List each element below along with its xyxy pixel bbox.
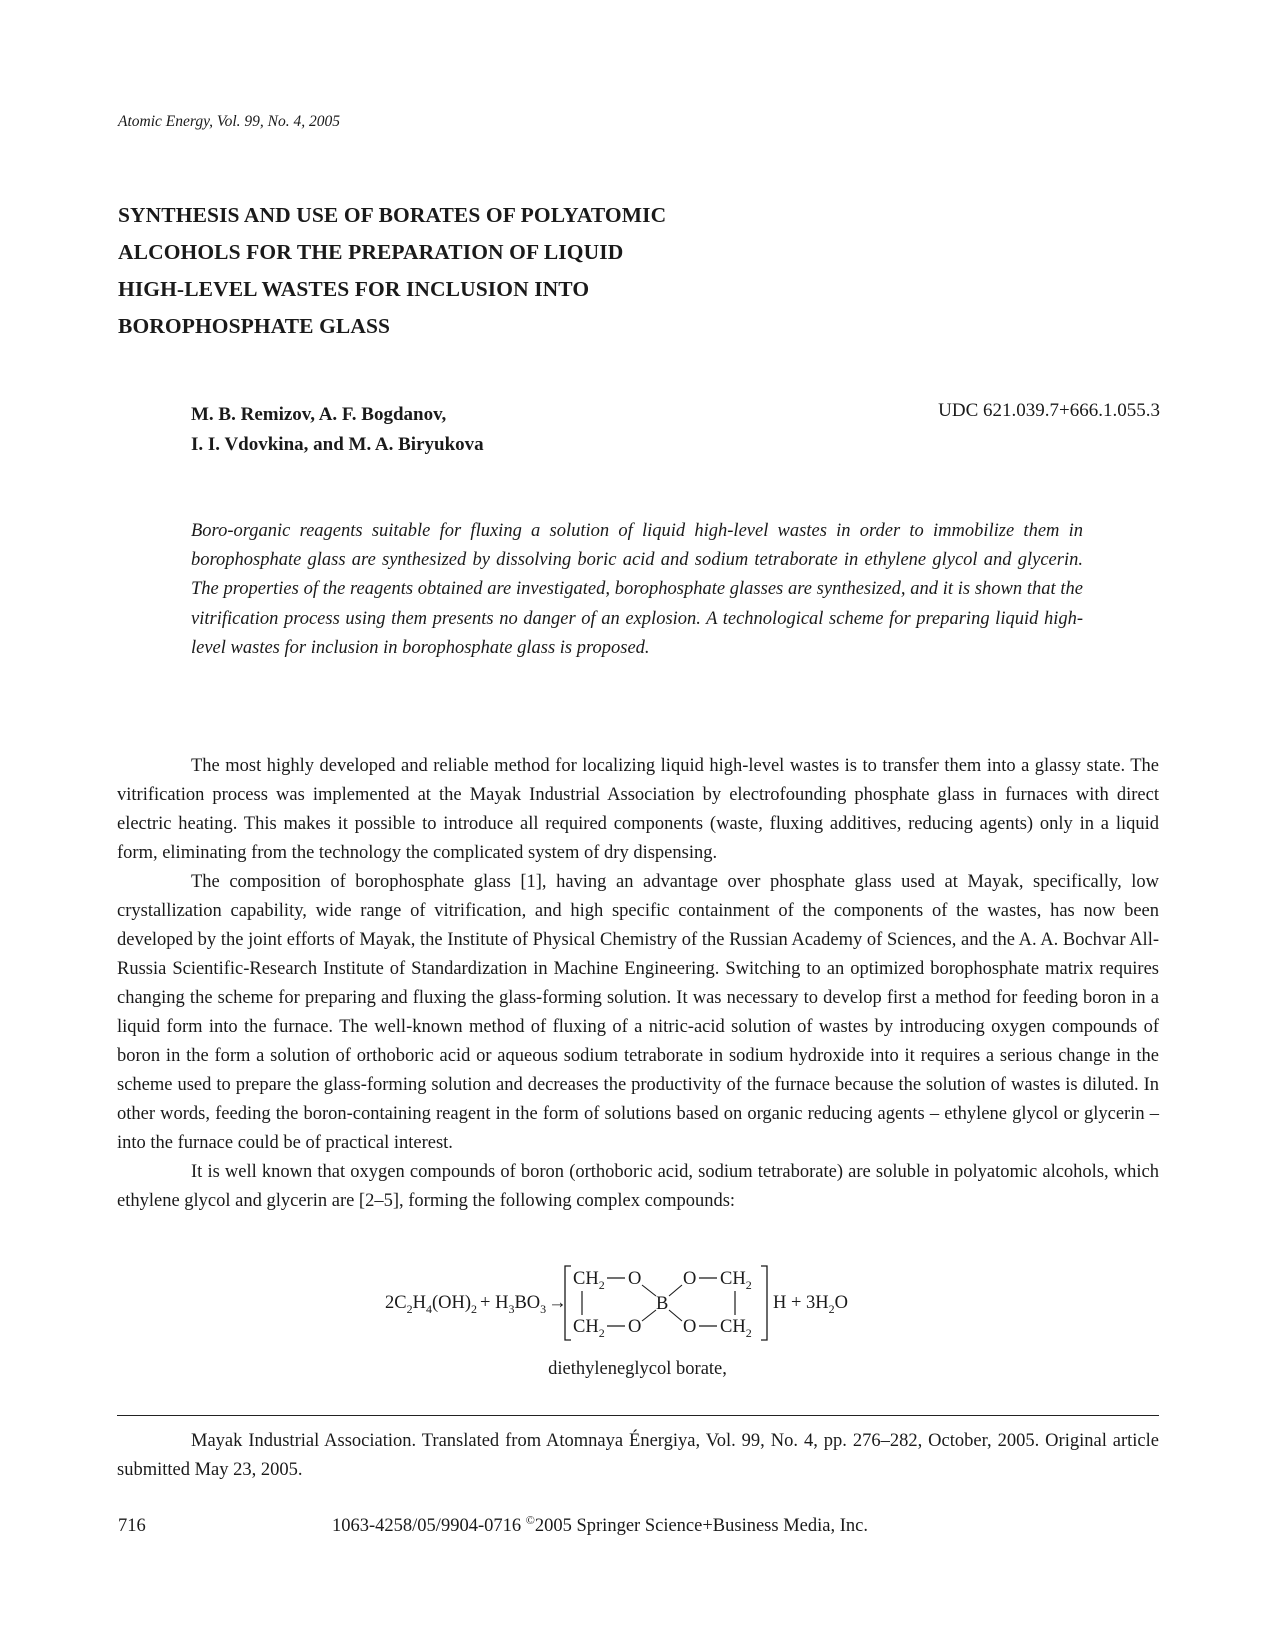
equation-caption: diethyleneglycol borate, [548, 1359, 727, 1379]
svg-text:CH2: $CH_2$ [720, 1269, 752, 1292]
copyright-line [332, 1513, 868, 1537]
authors-line: M. B. Remizov, A. F. Bogdanov, [191, 404, 447, 425]
udc-code: UDC 621.039.7+666.1.055.3 [938, 400, 1160, 421]
copyright-text: 2005 Springer Science+Business Media, Inc. [534, 1516, 868, 1537]
svg-text:O: O [683, 1317, 697, 1337]
eq-arrow: → [548, 1293, 567, 1313]
journal-header: Atomic Energy, Vol. 99, No. 4, 2005 [118, 113, 341, 130]
chemical-equation [385, 1262, 905, 1344]
svg-text:CH2: $CH_2$ [720, 1317, 752, 1340]
paragraph: The composition of borophosphate glass [1], having an advantage over phosphate glass used at Mayak, specifically, low crystallization capability, wide range of vitrification, and high specific containment of the components of the wastes, has now been developed by the joint efforts of Mayak, the Institute of Physical Chemistry of the Russian Academy of Sciences, and the A. A. Bochvar All-Russia Scientific-Research Institute of Standardization in Machine Engineering. Switching to an optimized borophosphate matrix requires changing the scheme for preparing and fluxing the glass-forming solution. It was necessary to develop first a method for feeding boron in a liquid form into the furnace. The well-known method of fluxing of a nitric-acid solution of wastes by introducing oxygen compounds of boron in the form a solution of orthoboric acid or aqueous sodium tetraborate in sodium hydroxide into it requires a serious change in the scheme used to prepare the glass-forming solution and decreases the productivity of the furnace because the solution of wastes is diluted. In other words, feeding the boron-containing reagent in the form of solutions based on organic reducing agents – ethylene glycol or glycerin – into the furnace could be of practical interest. [117, 872, 1159, 1153]
copyright-code: 1063-4258/05/9904-0716 [332, 1516, 522, 1537]
copyright-symbol: © [525, 1513, 535, 1527]
footnote-text: Mayak Industrial Association. Translated from Atomnaya Énergiya, Vol. 99, No. 4, pp. 276–282, October, 2005. Original article submitted May 23, 2005. [117, 1431, 1159, 1480]
svg-text:O: O [628, 1269, 642, 1289]
footnote [117, 1427, 1159, 1485]
svg-text:2C2H4(OH)2+ H3BO3→: $2C_2H_4(OH)_2 + H_3BO_3$ → [385, 1293, 567, 1316]
title-line: ALCOHOLS FOR THE PREPARATION OF LIQUID [118, 240, 624, 264]
eq-plus: + H [480, 1293, 509, 1313]
page-number: 716 [118, 1516, 146, 1536]
svg-text:CH2: $CH_2$ [573, 1269, 605, 1292]
article-title [118, 197, 758, 345]
svg-text:O: O [683, 1269, 697, 1289]
svg-text:CH2: $CH_2$ [573, 1317, 605, 1340]
svg-text:H + 3H2O: $H + 3H_2O$ [773, 1293, 849, 1316]
eq-boron: B [656, 1294, 669, 1314]
footnote-divider [117, 1415, 1159, 1416]
eq-reactant-1: 2C [385, 1293, 407, 1313]
title-line: SYNTHESIS AND USE OF BORATES OF POLYATOMIC [118, 203, 667, 227]
eq-product-tail: H + 3H [773, 1293, 829, 1313]
equation-drawing [385, 1262, 905, 1344]
title-line: HIGH-LEVEL WASTES FOR INCLUSION INTO [118, 277, 590, 301]
authors [191, 400, 484, 460]
svg-text:O: O [628, 1317, 642, 1337]
title-line: BOROPHOSPHATE GLASS [118, 314, 391, 338]
paragraph: It is well known that oxygen compounds of boron (orthoboric acid, sodium tetraborate) are soluble in polyatomic alcohols, which ethylene glycol and glycerin are [2–5], forming the following complex compounds: [117, 1162, 1159, 1211]
paragraph: The most highly developed and reliable method for localizing liquid high-level wastes is to transfer them into a glassy state. The vitrification process was implemented at the Mayak Industrial Association by electrofounding phosphate glass in furnaces with direct electric heating. This makes it possible to introduce all required components (waste, fluxing additives, reducing agents) only in a liquid form, eliminating from the technology the complicated system of dry dispensing. [117, 756, 1159, 863]
body-text [117, 752, 1159, 1216]
authors-line: I. I. Vdovkina, and M. A. Biryukova [191, 434, 484, 455]
abstract: Boro-organic reagents suitable for fluxing a solution of liquid high-level wastes in order to immobilize them in borophosphate glass are synthesized by dissolving boric acid and sodium tetraborate in ethylene glycol and glycerin. The properties of the reagents obtained are investigated, borophosphate glasses are synthesized, and it is shown that the vitrification process using them presents no danger of an explosion. A technological scheme for preparing liquid high-level wastes for inclusion in borophosphate glass is proposed. [191, 521, 1083, 658]
